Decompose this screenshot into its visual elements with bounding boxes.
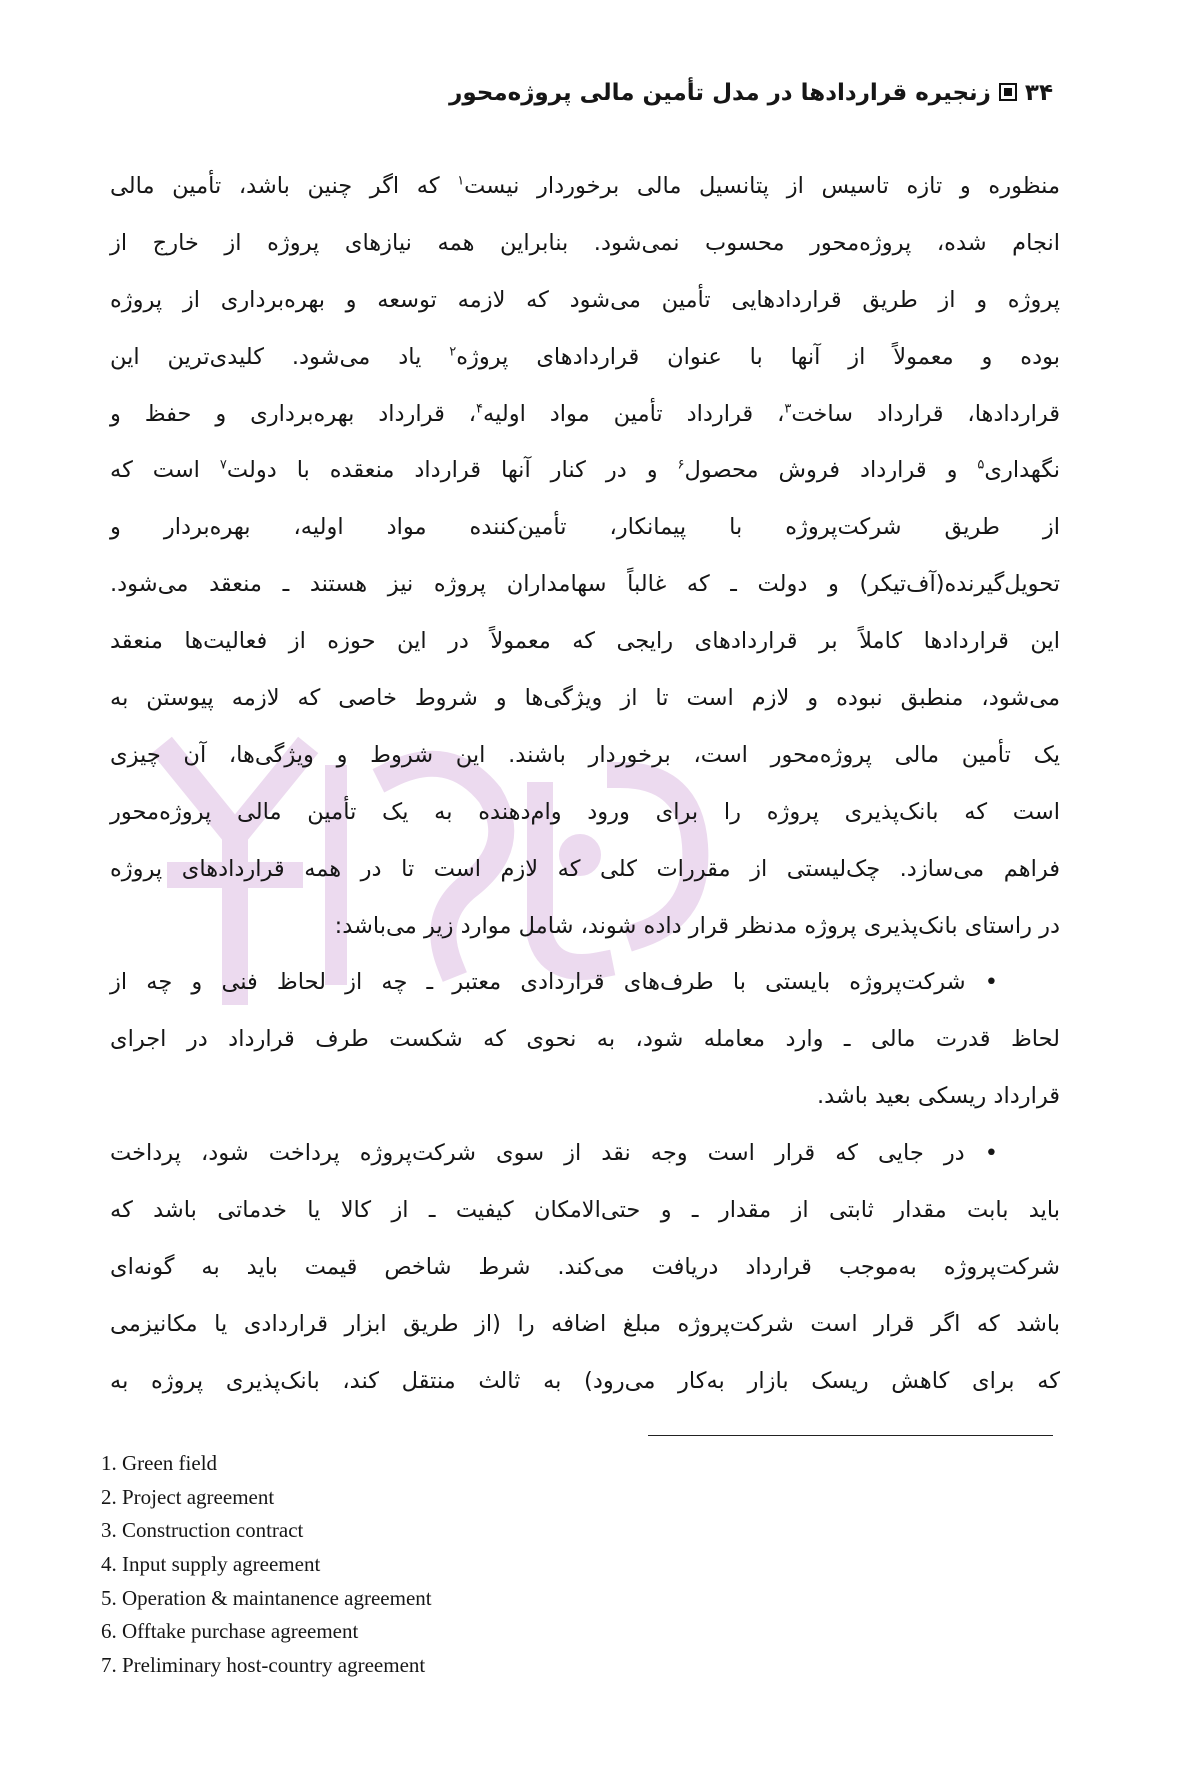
footnote-marker: ۲ (449, 344, 457, 360)
text-segment: • در جایی که قرار است وجه نقد از سوی شرکت‌پروژه پرداخت شود، پرداخت (110, 1140, 998, 1167)
text-line (110, 898, 1060, 955)
text-segment: این قراردادها کاملاً بر قراردادهای رایجی که معمولاً در این حوزه از فعالیت‌ها منعقد (110, 628, 1060, 655)
text-line (110, 215, 1060, 272)
text-segment: تحویل‌گیرنده(آف‌تیکر) و دولت ـ که غالباً سهامداران پروژه نیز هستند ـ منعقد می‌شود. (110, 571, 1060, 598)
text-segment: ، قرارداد تأمین مواد اولیه (483, 400, 785, 427)
text-segment: قرارداد ریسکی بعید باشد. (816, 1083, 1060, 1110)
footnote-marker: ۷ (219, 457, 227, 473)
footnote-divider (648, 1435, 1053, 1436)
footnote: 2. Project agreement (101, 1484, 275, 1509)
text-line (110, 1239, 1060, 1296)
text-segment: می‌شود، منطبق نبوده و لازم است تا از ویژگی‌ها و شروط خاصی که لازمه پیوستن به (110, 685, 1060, 712)
text-line (110, 329, 1060, 386)
text-line (110, 1353, 1060, 1410)
text-segment: در راستای بانک‌پذیری پروژه مدنظر قرار داده شوند، شامل موارد زیر می‌باشد: (334, 912, 1060, 939)
text-line (110, 727, 1060, 784)
footnote-marker: ۵ (977, 457, 985, 473)
text-segment: که برای کاهش ریسک بازار به‌کار می‌رود) به ثالث منتقل کند، بانک‌پذیری پروژه به (110, 1367, 1060, 1394)
square-bullet-icon (999, 83, 1017, 101)
footnote: 5. Operation & maintanence agreement (101, 1585, 432, 1610)
running-header (449, 80, 1053, 106)
text-segment: یک تأمین مالی پروژه‌محور است، برخوردار باشند. این شروط و ویژگی‌ها، آن چیزی (110, 741, 1060, 768)
text-line (110, 1068, 1060, 1125)
text-segment: • شرکت‌پروژه بایستی با طرف‌های قراردادی معتبر ـ چه از لحاظ فنی و چه از (110, 969, 998, 996)
text-segment: که اگر چنین باشد، تأمین مالی (110, 173, 458, 199)
text-line (110, 442, 1060, 499)
text-segment: ، قرارداد بهره‌برداری و حفظ و (110, 400, 477, 427)
text-line (110, 272, 1060, 329)
text-segment: بوده و معمولاً از آنها با عنوان قراردادهای پروژه (456, 343, 1060, 370)
footnote: 4. Input supply agreement (101, 1552, 321, 1577)
text-line (110, 670, 1060, 727)
text-line (110, 556, 1060, 613)
text-segment: است که بانک‌پذیری پروژه را برای ورود وام‌دهنده به یک تأمین مالی پروژه‌محور (110, 798, 1060, 825)
footnote-marker: ۳ (784, 401, 792, 417)
text-segment: و در کنار آنها قرارداد منعقده با دولت (226, 457, 678, 484)
text-line (110, 784, 1060, 841)
footnote-marker: ۱ (457, 173, 465, 189)
chapter-title: زنجیره قراردادها در مدل تأمین مالی پروژه‌محور (449, 80, 991, 106)
text-segment: قراردادها، قرارداد ساخت (791, 400, 1060, 427)
body-text (110, 158, 1060, 1410)
text-segment: نگهداری (984, 457, 1060, 484)
footnote-marker: ۶ (677, 457, 685, 473)
text-segment: شرکت‌پروژه به‌موجب قرارداد دریافت می‌کند. شرط شاخص قیمت باید به گونه‌ای (110, 1253, 1060, 1280)
page-number: ۳۴ (1024, 80, 1053, 106)
text-segment: باشد که اگر قرار است شرکت‌پروژه مبلغ اضافه را (از طریق ابزار قراردادی یا مکانیزمی (110, 1310, 1060, 1337)
text-line (110, 1296, 1060, 1353)
footnote: 3. Construction contract (101, 1518, 304, 1543)
text-segment: از طریق شرکت‌پروژه با پیمانکار، تأمین‌کننده مواد اولیه، بهره‌بردار و (110, 514, 1060, 541)
text-line (110, 1011, 1060, 1068)
text-line (110, 1125, 1060, 1182)
footnotes (101, 1447, 432, 1683)
text-segment: باید بابت مقدار ثابتی از مقدار ـ و حتی‌الامکان کیفیت ـ از کالا یا خدماتی باشد که (110, 1197, 1060, 1224)
text-segment: لحاظ قدرت مالی ـ وارد معامله شود، به نحوی که شکست طرف قرارداد در اجرای (110, 1026, 1060, 1053)
text-line (110, 613, 1060, 670)
text-segment: یاد می‌شود. کلیدی‌ترین این (110, 343, 450, 370)
text-segment: فراهم می‌سازد. چک‌لیستی از مقررات کلی که لازم است تا در همه قراردادهای پروژه (110, 855, 1060, 882)
text-line (110, 1182, 1060, 1239)
text-segment: انجام شده، پروژه‌محور محسوب نمی‌شود. بنابراین همه نیازهای پروژه از خارج از (110, 229, 1060, 256)
text-line (110, 386, 1060, 443)
text-segment: پروژه و از طریق قراردادهایی تأمین می‌شود که لازمه توسعه و بهره‌برداری از پروژه (110, 286, 1060, 313)
text-line (110, 954, 1060, 1011)
footnote: 7. Preliminary host-country agreement (101, 1653, 426, 1678)
footnote: 1. Green field (101, 1451, 218, 1475)
text-line (110, 158, 1060, 215)
text-line (110, 841, 1060, 898)
text-line (110, 499, 1060, 556)
text-segment: منظوره و تازه تاسیس از پتانسیل مالی برخوردار نیست (464, 173, 1060, 199)
footnote: 6. Offtake purchase agreement (101, 1619, 359, 1644)
text-segment: است که (110, 457, 220, 484)
text-segment: و قرارداد فروش محصول (684, 457, 978, 484)
footnote-marker: ۴ (476, 401, 484, 417)
